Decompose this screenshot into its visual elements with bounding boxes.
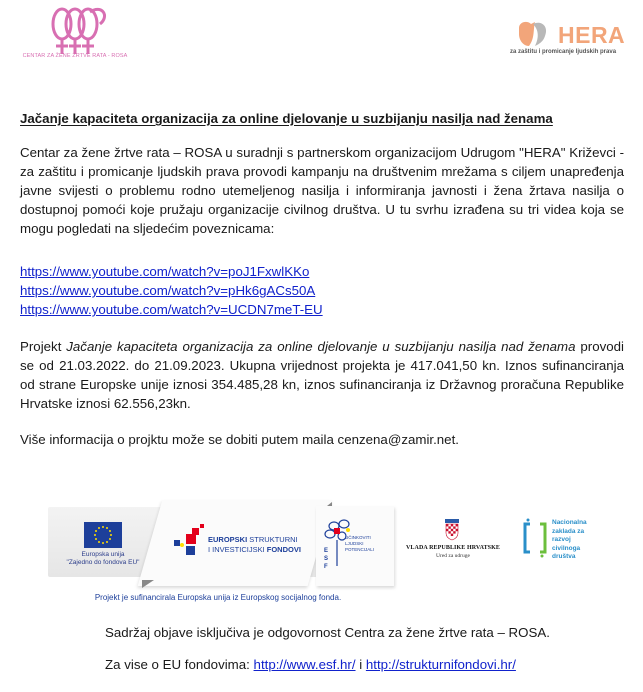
contact-paragraph: Više informacija o projktu može se dobiti putem maila cenzena@zamir.net. [20,432,459,447]
eu-flag-icon [84,522,122,548]
government-name: VLADA REPUBLIKE HRVATSKE [406,545,500,551]
nz-line5: društva [552,553,576,560]
esif-logo-text [208,535,301,555]
svg-text:E: E [324,548,329,554]
project-prefix: Projekt [20,339,67,354]
intro-paragraph: Centar za žene žrtve rata – ROSA u suradnji s partnerskom organizacijom Udrugom "HERA" Križevci - za zaštitu i promicanje ljudskih prava provodi kampanju na društvenim mrežama s ciljem unapređenja javne svijesti o problemu rodno utemeljenog nasilja i informiranja javnosti i žena žrtava nasilja o dostupnoj pomoći koje pružaju organizacije civilnog društva. U tu svrhu izrađena su tri videa koja se mogu pogledati na sljedećim poveznicama: [20,145,624,236]
nz-line2: zaklada za [552,527,585,535]
hera-logo-caption: za zaštitu i promicanje ljudskih prava [510,49,617,55]
esif-logo-icon [172,522,208,558]
nz-line1: Nacionalna [552,519,587,526]
government-office: Ured za udruge [436,553,470,559]
nz-line3: razvoj [552,536,571,543]
video-link-2[interactable]: https://www.youtube.com/watch?v=pHk6gACs50A [20,283,316,298]
esf-text [345,535,374,553]
strukturni-fondovi-link[interactable]: http://strukturnifondovi.hr/ [365,657,516,672]
svg-text:S: S [324,556,329,562]
esif-line2-rest: I INVESTICIJSKI [208,545,267,554]
nzrcd-bracket-icon [522,518,548,558]
esif-line1-bold: EUROPSKI [208,535,248,544]
esf-line2: LJUDSKI [345,541,364,546]
nzrcd-text [552,519,587,562]
eu-caption-line2: "Zajedno do fondova EU" [66,559,140,566]
eu-caption-line1: Europska unija [81,551,125,558]
ribbon-fold-bottom [142,580,154,588]
project-details: provodi se od 21.03.2022. do 21.09.2023. Ukupna vrijednost projekta je 417.041,50 kn. Iznos sufinanciranja od strane Europske unije iznosi 354.485,28 kn, iznos sufinanciranja iz Državnog proračuna Republike Hrvatske iznosi 62.556,23kn. [20,339,624,411]
esif-line2-bold: FONDOVI [266,545,301,554]
croatian-coat-of-arms-icon [444,519,460,541]
banner-caption: Projekt je sufinancirala Europska unija iz Europskog socijalnog fonda. [94,593,342,602]
esf-link[interactable]: http://www.esf.hr/ [253,657,356,672]
nz-line4: civilnoga [552,544,581,552]
links-separator: i [355,657,366,672]
eu-funds-prefix: Za vise o EU fondovima: [105,657,254,672]
video-links [20,262,624,319]
video-link-1[interactable]: https://www.youtube.com/watch?v=poJ1FxwlKKo [20,264,310,279]
eu-caption [60,551,146,567]
esf-line1: UČINKOVITI [345,535,371,540]
disclaimer-text: Sadržaj objave isključiva je odgovornost Centra za žene žrtve rata – ROSA. [105,625,550,640]
eu-funds-line [105,657,516,672]
document-title: Jačanje kapaciteta organizacija za online djelovanje u suzbijanju nasilja nad ženama [20,111,553,126]
hera-logo-name: HERA [558,22,626,48]
video-link-3[interactable]: https://www.youtube.com/watch?v=UCDN7meT-EU [20,302,323,317]
esif-line1-rest: STRUKTURNI [247,535,298,544]
rosa-logo-caption: CENTAR ZA ŽENE ŽRTVE RATA - ROSA [22,53,128,59]
svg-text:F: F [324,564,328,570]
project-paragraph [20,337,624,413]
esf-line3: POTENCIJALI [345,547,375,552]
hera-logo-icon [515,18,557,48]
project-title-italic: Jačanje kapaciteta organizacija za online djelovanje u suzbijanju nasilja nad ženama [66,339,576,354]
